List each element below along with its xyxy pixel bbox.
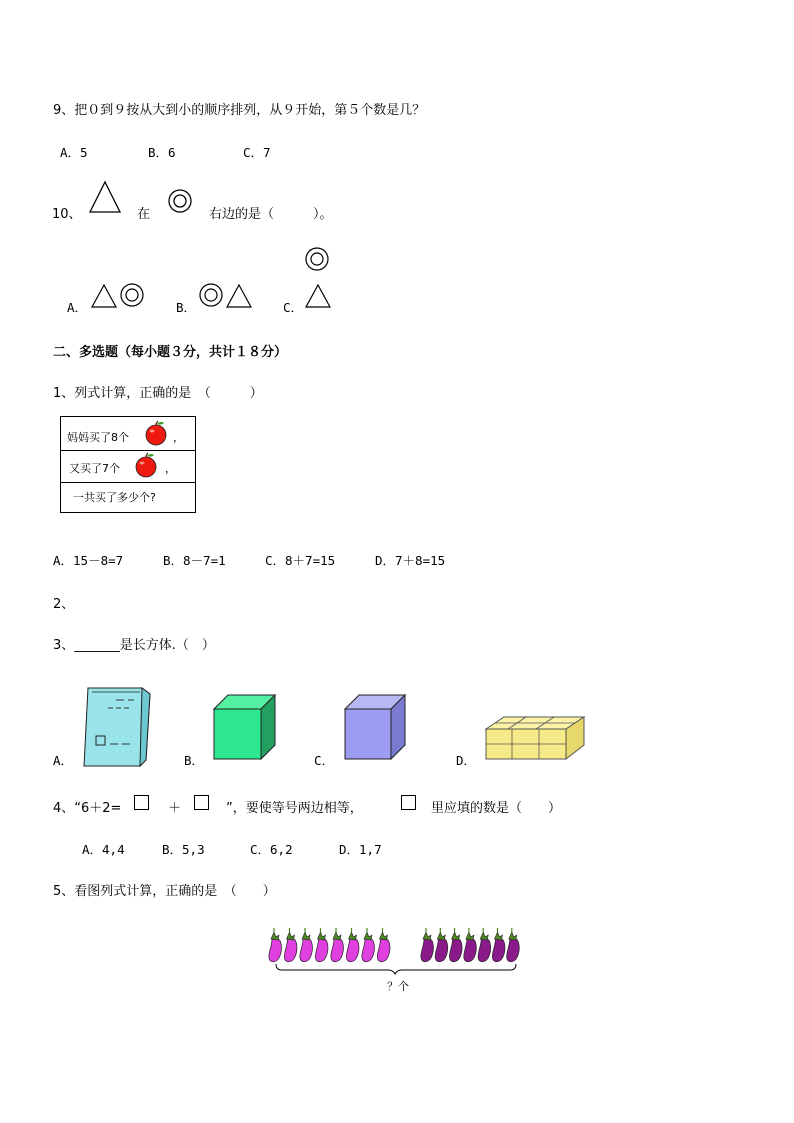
q10-tail: 右边的是（ ）。 — [209, 207, 333, 222]
eggplant-icon — [421, 928, 434, 962]
eggplant-icon — [464, 928, 477, 962]
section-2-heading: 二、多选题（每小题３分，共计１８分） — [53, 345, 288, 360]
eggplant-illustration — [262, 926, 524, 982]
eggplant-icon — [435, 928, 448, 962]
eggplant-icon — [269, 928, 282, 962]
multi-1-option-c[interactable]: C．8＋7=15 — [265, 553, 336, 568]
eggplant-icon — [315, 928, 328, 962]
q10-option-a[interactable]: A． — [67, 300, 88, 315]
multi-4-option-b[interactable]: B．5,3 — [162, 842, 205, 857]
eggplant-icon — [449, 928, 462, 962]
eggplant-icon — [507, 928, 520, 962]
total-label: ？个 — [387, 980, 409, 993]
option-a-triangle-icon — [90, 283, 118, 309]
eggplant-icon — [346, 928, 359, 962]
multi-3-text: 3、_______是长方体.（ ） — [53, 638, 215, 653]
eggplant-group — [269, 928, 519, 962]
eggplant-icon — [377, 928, 390, 962]
book-icon — [80, 684, 154, 766]
q10-option-b[interactable]: B． — [176, 300, 197, 315]
multi-4-option-c[interactable]: C．6,2 — [250, 842, 293, 857]
triangle-icon — [88, 180, 122, 214]
apple-row-3 — [61, 482, 195, 512]
apple-row-2-comma: ， — [165, 462, 176, 475]
q9-option-a[interactable]: A．5 — [60, 145, 88, 160]
apple-row-2 — [61, 450, 195, 483]
multi-4-text-1: 4、“6＋2= — [53, 801, 122, 816]
multi-3-option-b[interactable]: B． — [184, 753, 205, 768]
apple-row-1-comma: ， — [173, 431, 184, 444]
option-c-double-circle-icon — [304, 246, 330, 272]
multi-4-plus: ＋ — [168, 801, 182, 816]
apple-row-2-text: 又买了7个 — [69, 462, 120, 475]
green-cube-icon — [212, 693, 278, 761]
multi-5-text: 5、看图列式计算，正确的是 （ ） — [53, 884, 276, 899]
apple-word-problem-table — [60, 416, 196, 513]
q9-option-b[interactable]: B．6 — [148, 145, 176, 160]
purple-cube-icon — [343, 693, 407, 761]
option-b-double-circle-icon — [198, 283, 224, 309]
apple-icon — [134, 453, 158, 479]
apple-row-1 — [61, 417, 195, 451]
q10-zai: 在 — [137, 207, 151, 222]
option-b-triangle-icon — [225, 283, 253, 309]
multi-3-option-c[interactable]: C． — [314, 753, 335, 768]
multi-1-option-b[interactable]: B．8－7=1 — [163, 553, 226, 568]
apple-row-1-text: 妈妈买了8个 — [67, 431, 129, 444]
option-c-triangle-icon — [304, 283, 332, 309]
eggplant-icon — [492, 928, 505, 962]
apple-icon — [144, 421, 168, 447]
q10-option-c[interactable]: C． — [283, 300, 304, 315]
multi-3-option-a[interactable]: A． — [53, 753, 74, 768]
question-10-number: 10、 — [52, 207, 82, 222]
answer-box-1 — [134, 795, 149, 810]
multi-4-option-a[interactable]: A．4,4 — [82, 842, 125, 857]
eggplant-icon — [284, 928, 297, 962]
eggplant-icon — [478, 928, 491, 962]
multi-1-text: 1、列式计算，正确的是 （ ） — [53, 386, 263, 401]
multi-2-text: 2、 — [53, 597, 75, 612]
q9-option-c[interactable]: C．7 — [243, 145, 271, 160]
multi-4-text-2: ”，要使等号两边相等， — [226, 801, 363, 816]
eggplant-icon — [362, 928, 375, 962]
eggplant-icon — [300, 928, 313, 962]
multi-3-option-d[interactable]: D． — [456, 753, 477, 768]
eggplant-icon — [331, 928, 344, 962]
yellow-cuboid-icon — [484, 713, 588, 763]
double-circle-icon — [167, 188, 193, 214]
answer-box-2 — [194, 795, 209, 810]
multi-4-text-3: 里应填的数是（ ） — [431, 801, 562, 816]
apple-row-3-text: 一共买了多少个? — [73, 491, 156, 504]
answer-box-3 — [401, 795, 416, 810]
multi-1-option-d[interactable]: D．7＋8=15 — [375, 553, 446, 568]
option-a-double-circle-icon — [119, 283, 145, 309]
total-brace — [276, 964, 516, 974]
multi-1-option-a[interactable]: A．15－8=7 — [53, 553, 124, 568]
question-9-text: 9、把０到９按从大到小的顺序排列，从９开始，第５个数是几？ — [53, 103, 426, 118]
multi-4-option-d[interactable]: D．1,7 — [339, 842, 382, 857]
